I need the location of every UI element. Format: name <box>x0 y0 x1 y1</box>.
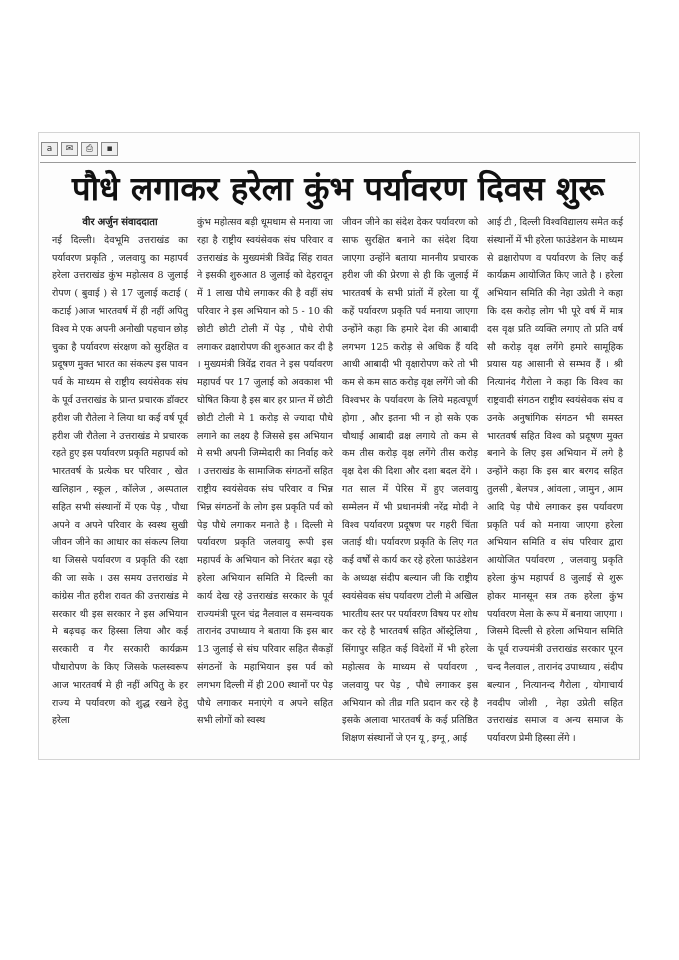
save-icon[interactable]: ▪ <box>101 142 118 156</box>
article-column-2-text: कुंभ महोत्सव बड़ी धूमधाम से मनाया जा रहा है राष्ट्रीय स्वयंसेवक संघ परिवार व उत्तराखंड के मुख्यमंत्री त्रिवेंद्र सिंह रावत ने इसकी शुरुआत 8 जुलाई को देहरादून में 1 लाख पौधे लगाकर की है वहीं संघ परिवार ने इस अभियान को 5 - 10 की छोटी छोटी टोली में पेड़ , पौधे रोपी लगाकर व्रक्षारोपण की शुरुआत कर दी है । मुख्यमंत्री त्रिवेंद्र रावत ने इस पर्यावरण महापर्व पर 17 जुलाई को अवकाश भी घोषित किया है इस बार हर प्रान्त में छोटी छोटी टोली मे 1 करोड़ से ज्यादा पौधे लगाने का लक्ष्य है जिससे इस अभियान मे सभी अपनी जिम्मेदारी का निर्वाह करे । उत्तराखंड के सामाजिक संगठनों सहित राष्ट्रीय स्वयंसेवक संघ परिवार व भिन्न भिन्न संगठनों के लोग इस प्रकृति पर्व को पेड़ पौधे लगाकर मनाते है । दिल्ली मे पर्यावरण प्रकृति जलवायु रूपी इस महापर्व के अभियान को निरंतर बढ़ा रहे हरेला अभियान समिति मे दिल्ली का कार्य देख रहे उत्तराखंड सरकार के पूर्व राज्यमंत्री पूरन चंद्र नैलवाल व समन्वयक तारानंद उपाध्याय ने बताया कि इस बार 13 जुलाई से संघ परिवार सहित सैकड़ों संगठनों के महाभियान इस पर्व को लगभग दिल्ली में ही 200 स्थानों पर पेड़ पौधे लगाकर मनाएंगे व अपने सहित सभी लोगों को स्वस्थ <box>197 217 333 727</box>
article-headline: पौधे लगाकर हरेला कुंभ पर्यावरण दिवस शुरू <box>71 169 605 208</box>
article-column-1-text: नई दिल्ली। देवभूमि उत्तराखंड का पर्यावरण प्रकृति , जलवायु का महापर्व हरेला उत्तराखंड कुंभ महोत्सव 8 जुलाई रोपण ( बुवाई ) से 17 जुलाई कटाई ( कटाई )आज भारतवर्ष में ही नहीं अपितु विश्व मे एक अपनी अनोखी पहचान छोड़ चुका है पर्यावरण संरक्षण को सुरक्षित व प्रदूषण मुक्त भारत का संकल्प इस पावन पर्व के माध्यम से राष्ट्रीय स्वयंसेवक संघ के पूर्व उत्तराखंड के प्रान्त प्रचारक डॉक्टर हरीश जी रौतेला ने लिया था कई वर्ष पूर्व हरीश जी रौतेला ने उत्तराखंड मे प्रचारक रहते हुए इस पर्यावरण प्रकृति महापर्व को भारतवर्ष के प्रत्येक घर परिवार , खेत खलिहान , स्कूल , कॉलेज , अस्पताल सहित सभी संस्थानों में एक पेड़ , पौधा अपने व अपने परिवार के स्वस्थ सुखी जीवन जीने का आधार का संकल्प लिया था जिससे पर्यावरण व प्रकृति की रक्षा की जा सके । उस समय उत्तराखंड मे कांग्रेस नीत हरीश रावत की उत्तराखंड मे सरकार थी इस सरकार ने इस अभियान मे बढ़चढ़ कर हिस्सा लिया और कई सरकारी व गैर सरकारी कार्यक्रम पौधारोपण के किए जिसके फलस्वरूप आज भारतवर्ष मे ही नहीं अपितु के हर राज्य मे पर्यावरण को शुद्ध रखने हेतु हरेला <box>52 234 188 727</box>
article-column-3-text: जीवन जीने का संदेश देकर पर्यावरण को साफ सुरक्षित बनाने का संदेश दिया जाएगा उन्होंने बताया माननीय प्रचारक हरीश जी की प्रेरणा से ही कि जुलाई में भारतवर्ष के सभी प्रांतों में हरेला या यूँ कहें पर्यावरण प्रकृति पर्व मनाया जाएगा उन्होंने कहा कि हमारे देश की आबादी लगभग 125 करोड़ से अधिक हैं यदि आधी आबादी भी वृक्षारोपण करे तो भी कम से कम साठ करोड़ वृक्ष लगेंगे जो की विश्वभर के पर्यावरण के लिये महत्वपूर्ण होगा , और इतना भी न हो सके एक चौथाई आबादी व्रक्ष लगाये तो कम से कम तीस करोड़ वृक्ष लगेंगे तीस करोड़ वृक्ष देश की दिशा और दशा बदल देंगे । गत साल में पेरिस में हुए जलवायु सम्मेलन में भी प्रधानमंत्री नरेंद्र मोदी ने विश्व पर्यावरण प्रदूषण पर गहरी चिंता जताई थी। पर्यावरण प्रकृति के लिए गत कई वर्षों से कार्य कर रहे हरेला फाउंडेशन के अध्यक्ष संदीप बल्यान जी कि राष्ट्रीय स्वयंसेवक संघ पर्यावरण टोली मे अखिल भारतीय स्तर पर पर्यावरण विषय पर शोध कर रहे है भारतवर्ष सहित ऑस्ट्रेलिया , सिंगापुर सहित कई विदेशों में भी हरेला महोत्सव के माध्यम से पर्यावरण , जलवायु पर पेड़ , पौधे लगाकर इस अभियान को तीव्र गति प्रदान कर रहे है इसके अलावा भारतवर्ष के कई प्रतिष्ठित शिक्षण संस्थानों जे एन यू , इग्नू , आई <box>342 217 478 745</box>
article-byline: वीर अर्जुन संवाददाता <box>82 217 158 228</box>
article-column-4-text: आई टी , दिल्ली विश्वविद्यालय समेत कई संस्थानों में भी हरेला फाउंडेशन के माध्यम से व्रक्षारोपण व पर्यावरण के लिए कई कार्यक्रम आयोजित किए जाते है । हरेला अभियान समिति की नेहा उप्रेती ने कहा कि दस करोड़ लोग भी पूरे वर्ष में मात्र दस वृक्ष प्रति व्यक्ति लगाए तो प्रति वर्ष सौ करोड़ वृक्ष लगेंगे हमारे सामूहिक प्रयास यह आसानी से सम्भव हैं । श्री नित्यानंद गैरोला ने कहा कि विश्व का राष्ट्रवादी संगठन राष्ट्रीय स्वयंसेवक संघ व उनके अनुषांगिक संगठन भी समस्त भारतवर्ष सहित विश्व को प्रदूषण मुक्त बनाने के लिए इस अभियान में लगे है उन्होंने कहा कि इस बार बरगद सहित तुलसी , बेलपत्र , आंवला , जामुन , आम आदि पेड़ पौधे लगाकर इस पर्यावरण प्रकृति पर्व को मनाया जाएगा हरेला अभियान समिति व संघ परिवार द्वारा आयोजित पर्यावरण , जलवायु प्रकृति हरेला कुंभ महापर्व 8 जुलाई से शुरू होकर मानसून सत्र तक हरेला कुंभ पर्यावरण मेला के रूप में बनाया जाएगा । जिसमे दिल्ली से हरेला अभियान समिति के पूर्व राज्यमंत्री उत्तराखंड सरकार पूरन चन्द नैलवाल , तारानंद उपाध्याय , संदीप बल्यान , नित्यानन्द गैरोला , योगाचार्य नवदीप जोशी , नेहा उप्रेती सहित उत्तराखंड समाज व अन्य समाज के पर्यावरण प्रेमी हिस्सा लेंगे । <box>487 217 623 745</box>
article-column-1 <box>52 214 188 727</box>
article-toolbar <box>41 142 118 156</box>
article-column-4 <box>487 214 623 745</box>
article-column-2 <box>197 214 333 727</box>
article-body <box>52 214 624 745</box>
title-divider <box>40 162 636 163</box>
email-icon[interactable]: ✉ <box>61 142 78 156</box>
font-size-icon[interactable]: a <box>41 142 58 156</box>
print-icon[interactable]: ⎙ <box>81 142 98 156</box>
article-column-3 <box>342 214 478 745</box>
